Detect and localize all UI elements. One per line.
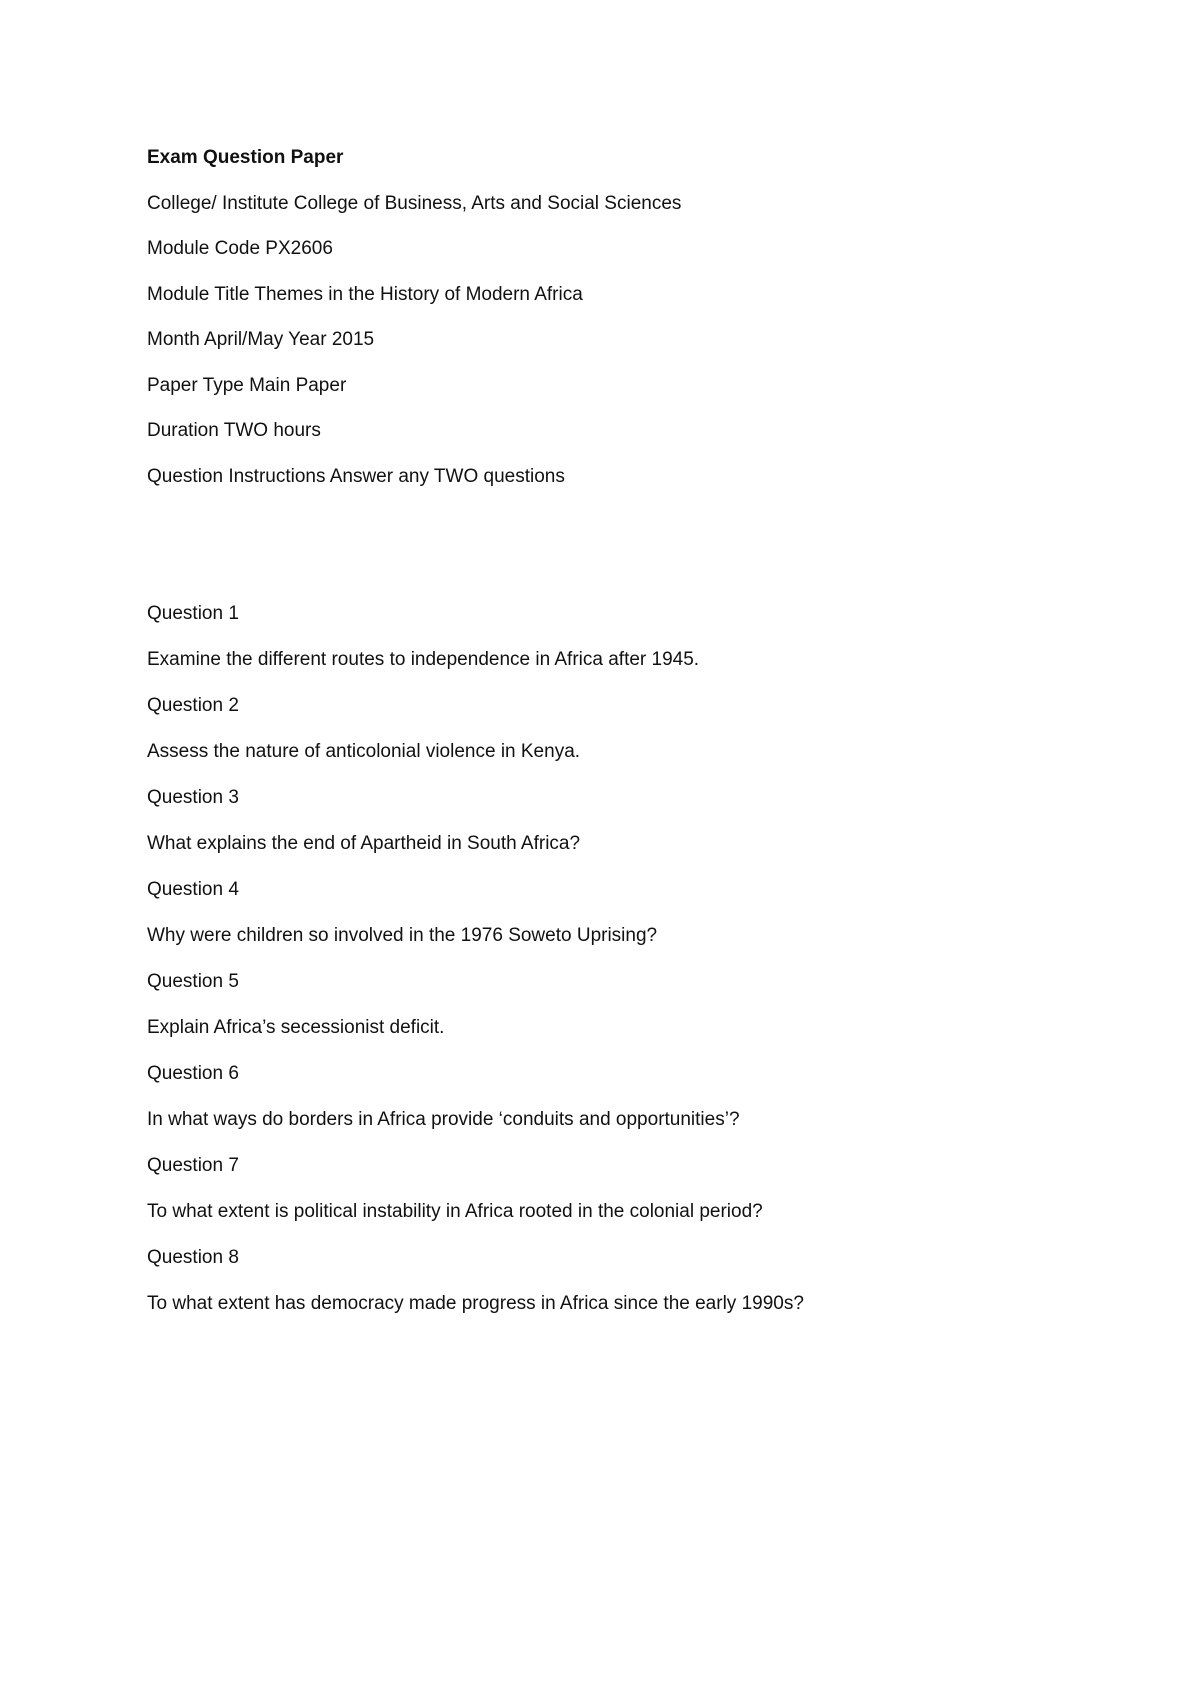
question-label: Question 4: [147, 879, 239, 900]
question-label: Question 6: [147, 1063, 239, 1084]
field-module-code: Module Code PX2606: [147, 238, 333, 259]
question-text: Assess the nature of anticolonial violence in Kenya.: [147, 741, 581, 762]
question-text: Why were children so involved in the 1976 Soweto Uprising?: [147, 925, 658, 946]
question-text: To what extent has democracy made progress in Africa since the early 1990s?: [147, 1293, 804, 1314]
question-label: Question 1: [147, 603, 239, 624]
field-college: College/ Institute College of Business, Arts and Social Sciences: [147, 192, 682, 214]
field-month-year: Month April/May Year 2015: [147, 329, 375, 350]
question-label: Question 7: [147, 1155, 239, 1176]
question-text: What explains the end of Apartheid in South Africa?: [147, 833, 581, 854]
question-label: Question 3: [147, 787, 239, 808]
question-label: Question 5: [147, 971, 239, 992]
question-text: In what ways do borders in Africa provide ‘conduits and opportunities’?: [147, 1109, 740, 1130]
field-duration: Duration TWO hours: [147, 420, 321, 441]
document-content: [147, 146, 1107, 1338]
field-instructions: Question Instructions Answer any TWO questions: [147, 465, 565, 487]
document-title: Exam Question Paper: [147, 147, 344, 168]
section-spacer: [147, 510, 1107, 602]
field-module-title: Module Title Themes in the History of Modern Africa: [147, 283, 583, 305]
question-text: To what extent is political instability in Africa rooted in the colonial period?: [147, 1201, 763, 1222]
question-label: Question 2: [147, 695, 239, 716]
field-paper-type: Paper Type Main Paper: [147, 374, 347, 396]
question-label: Question 8: [147, 1247, 239, 1268]
question-text: Explain Africa’s secessionist deficit.: [147, 1017, 445, 1038]
question-text: Examine the different routes to independence in Africa after 1945.: [147, 649, 700, 670]
